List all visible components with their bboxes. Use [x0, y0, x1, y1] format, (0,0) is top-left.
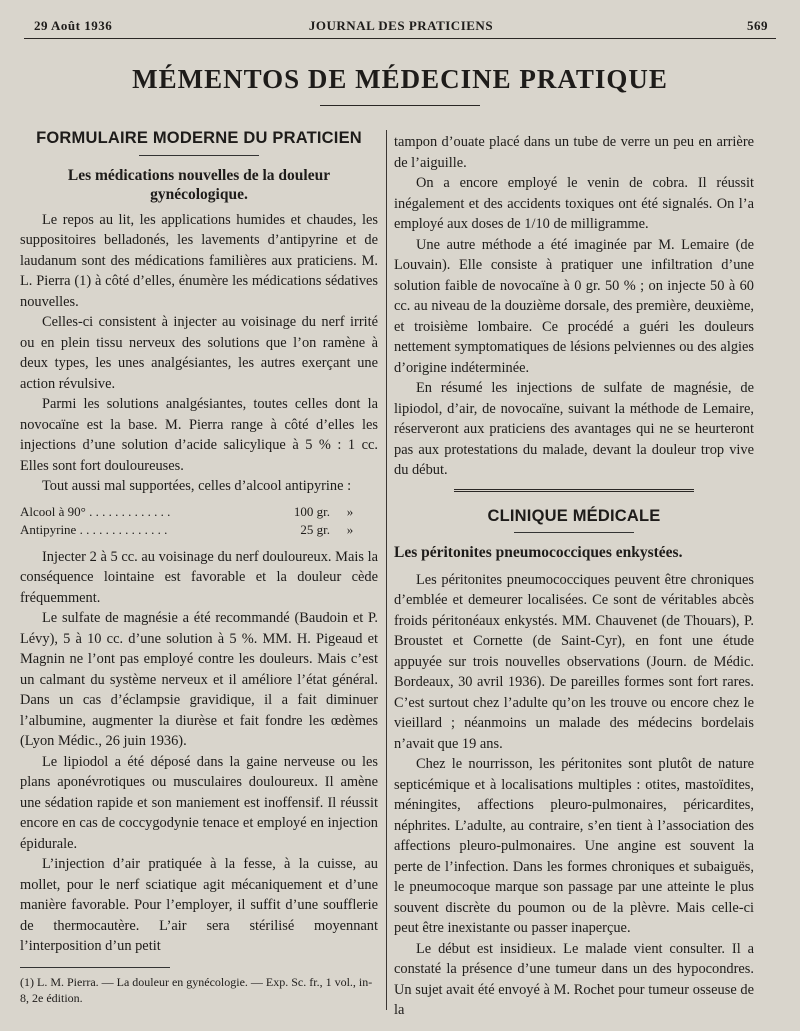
- paragraph: En résumé les injections de sulfate de magnésie, de lipiodol, d’air, de novocaïne, suivant la méthode de Lemaire, réserveront aux praticiens des avantages qui ne se heurteront pas aux protestations du malade, devant la douleur trop vive du début.: [394, 380, 754, 478]
- article-title: Les médications nouvelles de la douleur gynécologique.: [67, 166, 331, 203]
- prescription-line: [20, 521, 378, 539]
- ditto-mark: »: [346, 521, 354, 537]
- paragraph: Chez le nourrisson, les péritonites sont plutôt de nature septicémique et à localisations multiples : otites, mastoïdites, méningites, affections pleuro-pulmonaires, péricardites, néphrites. L’adulte, au contraire, s’en tient à l’association des affections pleuro-pulmonaires. Une angine est souvent la perte de l’infection. Dans les formes chroniques et subaiguës, le pneumocoque marque son passage par une atteinte le plus souvent discrète du poumon ou de la plèvre. Mais celle-ci peut être inexistante ou passer inaperçue.: [394, 756, 754, 936]
- ingredient: Antipyrine . . . . . . . . . . . . . .: [20, 521, 168, 537]
- dose: 25 gr.: [300, 521, 330, 537]
- page-title: MÉMENTOS DE MÉDECINE PRATIQUE: [132, 64, 668, 94]
- section-double-rule: [454, 489, 694, 494]
- section-rule: [514, 532, 634, 533]
- footnote: (1) L. M. Pierra. — La douleur en gynécologie. — Exp. Sc. fr., 1 vol., in-8, 2e édition.: [20, 974, 373, 1005]
- journal-name: JOURNAL DES PRATICIENS: [308, 18, 494, 33]
- section-heading: CLINIQUE MÉDICALE: [487, 506, 661, 525]
- column-divider: [386, 130, 387, 1010]
- dose: 100 gr.: [293, 503, 330, 519]
- running-head: [34, 18, 768, 40]
- left-column: [20, 128, 378, 1006]
- issue-date: 29 Août 1936: [34, 18, 113, 33]
- prescription: [20, 503, 378, 539]
- right-column: [394, 132, 754, 1021]
- paragraph: Le début est insidieux. Le malade vient consulter. Il a constaté la présence d’une tumeur dans un des hypocondres. Un sujet avait été envoyé à M. Rochet pour tumeur osseuse de la: [394, 940, 754, 1018]
- paragraph: L’injection d’air pratiquée à la fesse, à la cuisse, au mollet, pour le nerf sciatique agit mécaniquement et d’une manière favorable. Pour l’employer, il suffit d’une soufflerie de thermocautère. L’air sera stérilisé moyennant l’interposition d’un petit: [20, 856, 378, 954]
- ditto-mark: »: [346, 503, 354, 519]
- paragraph: On a encore employé le venin de cobra. Il réussit inégalement et des accidents toxiques ont été signalés. On l’a employé aux doses de 1/10 de milligramme.: [394, 175, 754, 232]
- ingredient: Alcool à 90° . . . . . . . . . . . . .: [20, 503, 171, 519]
- section-rule: [139, 155, 259, 156]
- header-rule: [24, 38, 776, 39]
- article-title: Les péritonites pneumococciques enkystées.: [394, 544, 683, 561]
- footnote-rule: [20, 967, 170, 968]
- paragraph: tampon d’ouate placé dans un tube de verre un peu en arrière de l’aiguille.: [394, 134, 754, 171]
- paragraph: Celles-ci consistent à injecter au voisinage du nerf irrité ou en plein tissu nerveux des solutions que l’on ramène à deux types, les unes analgésiantes, les autres exerçant une action révulsive.: [20, 314, 378, 392]
- section-heading: FORMULAIRE MODERNE DU PRATICIEN: [36, 129, 362, 147]
- paragraph: Le lipiodol a été déposé dans la gaine nerveuse ou les plans aponévrotiques ou musculaires douloureux. Il amène une sédation rapide et son maniement est inoffensif. Il réussit encore en cas de coccygodynie tenace et employé en injection épidurale.: [20, 753, 378, 852]
- paragraph: Le repos au lit, les applications humides et chaudes, les suppositoires belladonés, les lavements d’antipyrine et de laudanum sont des médications familières aux praticiens. M. L. Pierra (1) à côté d’elles, énumère les médications sédatives nouvelles.: [20, 211, 378, 310]
- title-rule: [320, 105, 480, 106]
- paragraph: Une autre méthode a été imaginée par M. Lemaire (de Louvain). Elle consiste à pratiquer une infiltration d’une solution faible de novocaïne à 0 gr. 50 % ; on injecte 50 à 60 cc. au niveau de la douzième dorsale, des première, deuxième, et troisième lombaire. Ce procédé a guéri les douleurs nettement symptomatiques de lésions pelviennes ou des algies d’origine indéterminée.: [394, 236, 754, 376]
- page-number: 569: [747, 18, 768, 33]
- paragraph: Parmi les solutions analgésiantes, toutes celles dont la novocaïne est la base. M. Pierra range à côté d’elles les injections d’une solution d’acide salicylique à 5 % : 1 cc. Elles sont fort douloureuses.: [20, 396, 378, 474]
- prescription-line: [20, 503, 378, 521]
- paragraph: Injecter 2 à 5 cc. au voisinage du nerf douloureux. Mais la conséquence lointaine est favorable et la douleur cède fréquemment.: [20, 548, 378, 606]
- paragraph: Les péritonites pneumococciques peuvent être chroniques d’emblée et demeurer localisées. Ce sont de véritables abcès froids péritonéaux enkystés. MM. Chauvenet (de Thouars), P. Broustet et Cornette (de Saint-Cyr), en font une étude appuyée sur trois nouvelles observations (Journ. de Médic. Bordeaux, 30 avril 1936). De pareilles formes sont fort rares. C’est surtout chez l’adulte qu’on les trouve ou encore chez le vieillard ; néanmoins un malade des médecins bordelais n’avait que 19 ans.: [394, 571, 754, 752]
- paragraph: Tout aussi mal supportées, celles d’alcool antipyrine :: [42, 478, 352, 494]
- paragraph: Le sulfate de magnésie a été recommandé (Baudoin et P. Lévy), 5 à 10 cc. d’une solution à 5 %. MM. H. Pigeaud et Magnin ne l’ont pas employé contre les douleurs. Mais c’est un calmant du système nerveux et il améliore l’état général. Dans un cas d’éclampsie gravidique, il a fait diminuer l’albumine, augmenter la diurèse et fait fondre les œdèmes (Lyon Médic., 26 juin 1936).: [20, 610, 378, 749]
